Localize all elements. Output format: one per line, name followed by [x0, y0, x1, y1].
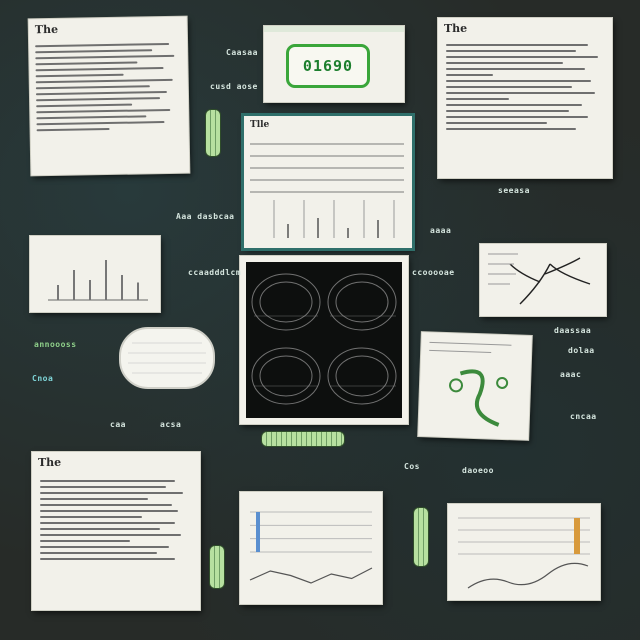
card-title: The [38, 456, 62, 469]
line-chart [240, 492, 382, 604]
card-title: The [34, 22, 59, 37]
annotation: Cos [404, 462, 420, 471]
table-heading: Tlle [250, 120, 270, 130]
annotation: aaaa [430, 226, 452, 235]
annotation: aaac [560, 370, 582, 379]
device-outline [112, 318, 222, 398]
annotation: annoooss [34, 340, 77, 349]
chart-card-bottom-center [240, 492, 382, 604]
annotation: cusd aose [210, 82, 258, 91]
green-tag [210, 546, 224, 588]
green-tag [262, 432, 344, 446]
counter-display: 01690 [286, 44, 370, 88]
counter-card [264, 26, 404, 102]
annotation: Aaa dasbcaa [176, 212, 235, 221]
highlight-bar [256, 512, 260, 552]
chart-card-bottom-right [448, 504, 600, 600]
chart-card-left [30, 236, 160, 312]
green-tag [206, 110, 220, 156]
card-title: The [444, 22, 468, 35]
sketch-card-right [418, 332, 532, 440]
text-lines [40, 476, 190, 564]
tree-diagram [480, 244, 606, 316]
scan-image-card [240, 256, 408, 424]
annotation: seeasa [498, 186, 530, 195]
annotation: Caasaa [226, 48, 258, 57]
green-sketch [418, 332, 532, 440]
diagram-card-right [480, 244, 606, 316]
table-chart [448, 504, 600, 600]
text-card-top-right [438, 18, 612, 178]
annotation: ccooooae [412, 268, 455, 277]
annotation: daassaa [554, 326, 592, 335]
annotation: daoeoo [462, 466, 494, 475]
table-graphic [244, 134, 412, 244]
annotation: dolaa [568, 346, 595, 355]
annotation: cncaa [570, 412, 597, 421]
green-tag [414, 508, 428, 566]
annotation: acsa [160, 420, 182, 429]
text-lines [446, 40, 604, 134]
scan-image [240, 256, 408, 424]
annotation: caa [110, 420, 126, 429]
table-card [244, 116, 412, 248]
text-lines [35, 39, 183, 136]
text-card-bottom-left [32, 452, 200, 610]
bar-chart [30, 236, 160, 312]
series-line [250, 568, 372, 583]
text-card-top-left [29, 17, 190, 176]
annotation: ccaadddlcm [188, 268, 242, 277]
annotation: Cnoa [32, 374, 54, 383]
